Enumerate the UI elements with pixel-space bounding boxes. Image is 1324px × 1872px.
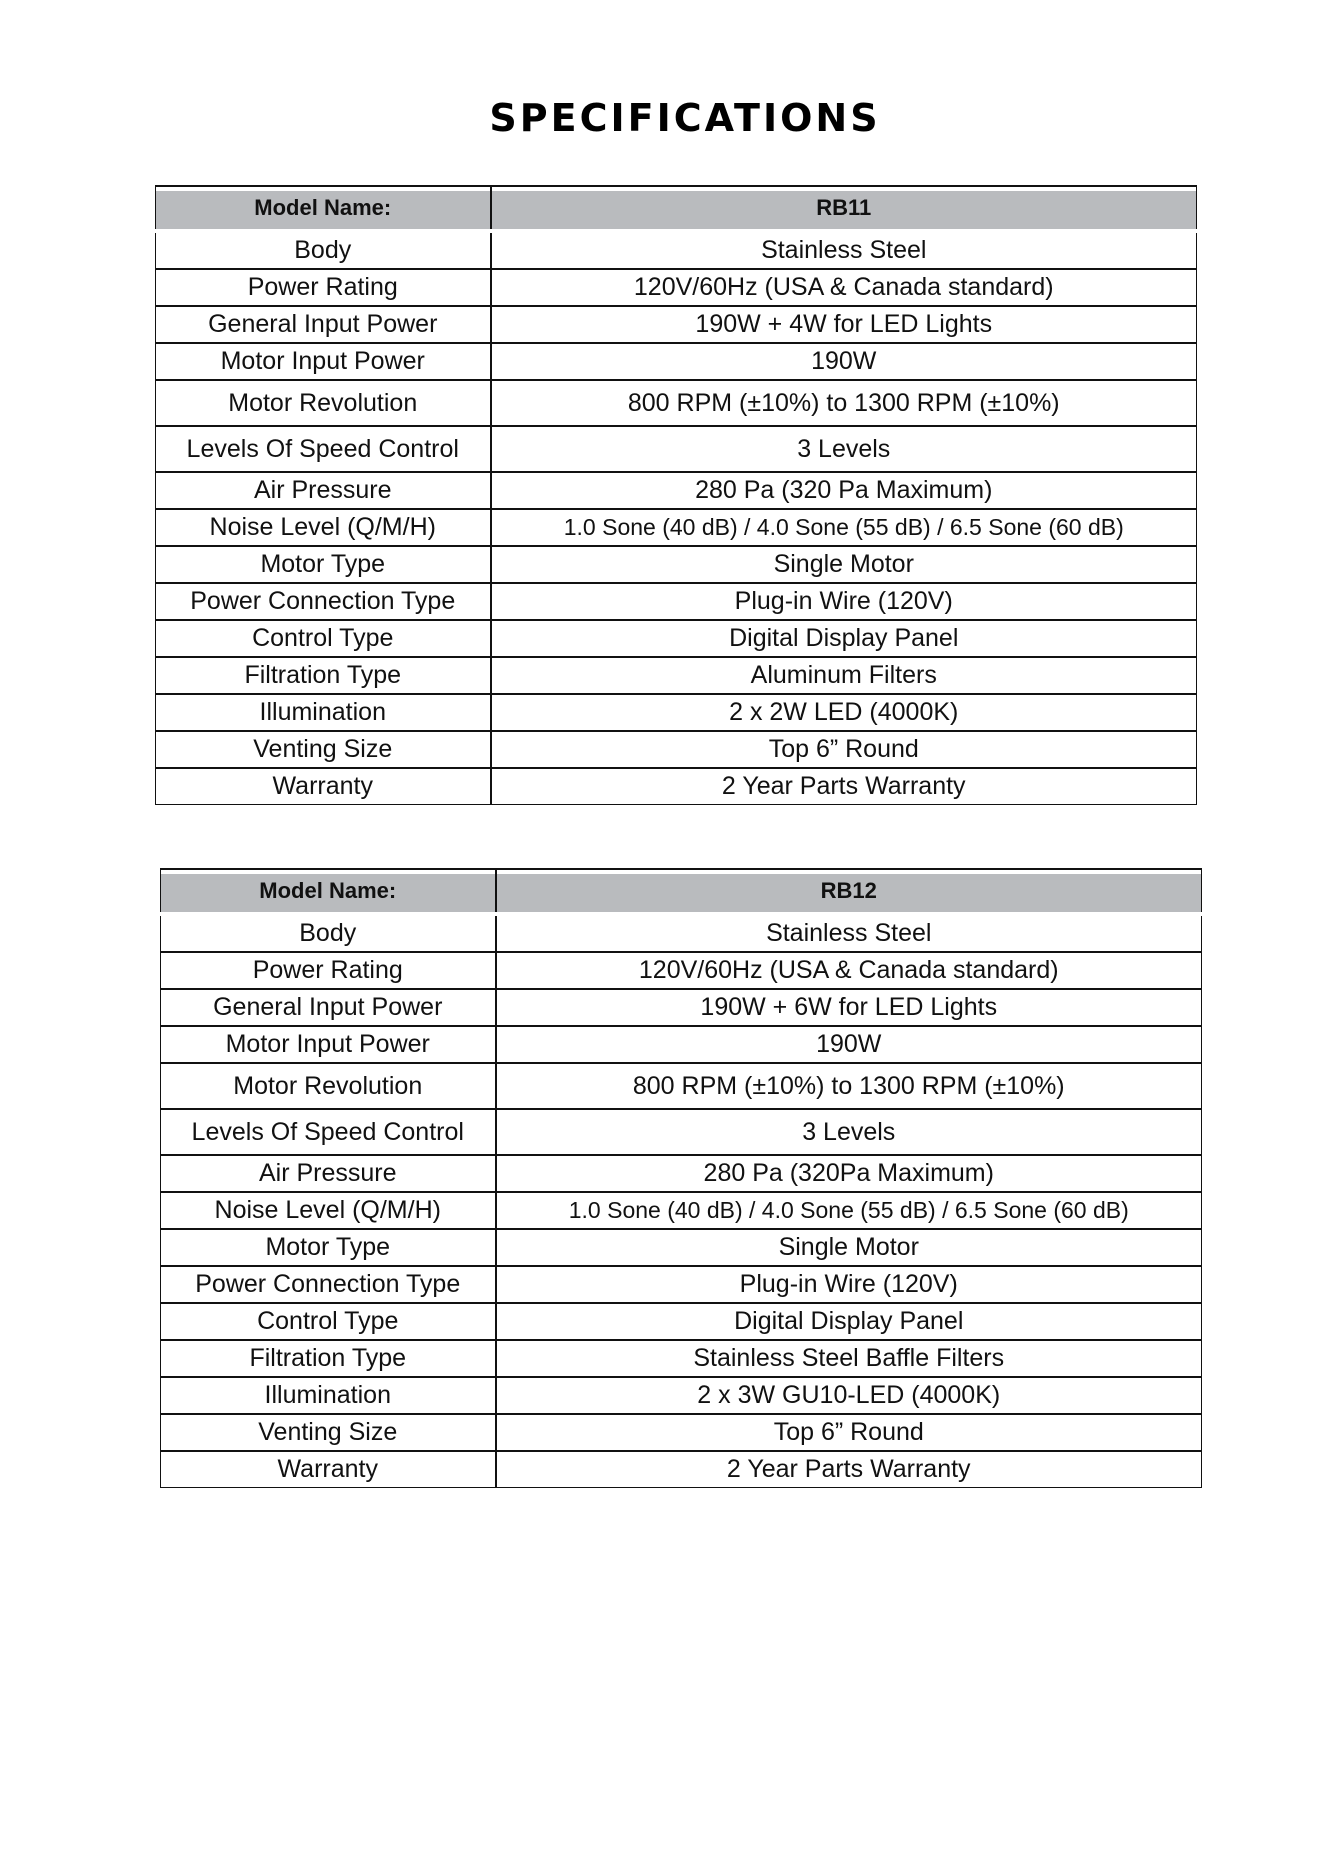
spec-label: Power Rating: [156, 269, 491, 306]
table-row: [161, 1026, 1202, 1063]
table-row: [156, 426, 1197, 472]
table-header-row: [156, 186, 1197, 231]
model-name-value: RB12: [496, 869, 1202, 914]
spec-label: Control Type: [156, 620, 491, 657]
spec-label: Body: [161, 914, 496, 952]
table-row: [156, 269, 1197, 306]
spec-value: 1.0 Sone (40 dB) / 4.0 Sone (55 dB) / 6.5 Sone (60 dB): [491, 509, 1197, 546]
table-row: [156, 731, 1197, 768]
spec-label: Filtration Type: [161, 1340, 496, 1377]
table-row: [156, 306, 1197, 343]
spec-value: Stainless Steel Baffle Filters: [496, 1340, 1202, 1377]
spec-value: 3 Levels: [496, 1109, 1202, 1155]
spec-label: Motor Input Power: [161, 1026, 496, 1063]
spec-value: 800 RPM (±10%) to 1300 RPM (±10%): [496, 1063, 1202, 1109]
spec-label: Motor Type: [156, 546, 491, 583]
spec-label: Control Type: [161, 1303, 496, 1340]
spec-value: Plug-in Wire (120V): [496, 1266, 1202, 1303]
table-row: [161, 1303, 1202, 1340]
spec-value: Stainless Steel: [496, 914, 1202, 952]
table-row: [161, 989, 1202, 1026]
spec-label: General Input Power: [156, 306, 491, 343]
spec-value: 2 Year Parts Warranty: [491, 768, 1197, 805]
table-row: [156, 620, 1197, 657]
spec-value: 190W + 4W for LED Lights: [491, 306, 1197, 343]
spec-label: Body: [156, 231, 491, 269]
spec-value: Top 6” Round: [491, 731, 1197, 768]
table-row: [161, 914, 1202, 952]
spec-value: 190W: [491, 343, 1197, 380]
table-row: [161, 1451, 1202, 1488]
spec-label: Air Pressure: [161, 1155, 496, 1192]
spec-label: Motor Input Power: [156, 343, 491, 380]
table-row: [161, 1414, 1202, 1451]
table-row: [156, 657, 1197, 694]
table-row: [161, 952, 1202, 989]
spec-value: Digital Display Panel: [496, 1303, 1202, 1340]
table-row: [161, 1229, 1202, 1266]
spec-value: 800 RPM (±10%) to 1300 RPM (±10%): [491, 380, 1197, 426]
spec-label: Venting Size: [161, 1414, 496, 1451]
table-row: [156, 768, 1197, 805]
spec-label: Filtration Type: [156, 657, 491, 694]
spec-label: Noise Level (Q/M/H): [156, 509, 491, 546]
spec-value: Plug-in Wire (120V): [491, 583, 1197, 620]
table-row: [156, 343, 1197, 380]
spec-table-rb12: [160, 868, 1202, 1488]
spec-label: Levels Of Speed Control: [156, 426, 491, 472]
spec-label: Warranty: [161, 1451, 496, 1488]
spec-value: 280 Pa (320 Pa Maximum): [491, 472, 1197, 509]
table-row: [161, 1266, 1202, 1303]
spec-value: Top 6” Round: [496, 1414, 1202, 1451]
spec-label: Warranty: [156, 768, 491, 805]
spec-label: Power Connection Type: [161, 1266, 496, 1303]
spec-label: Levels Of Speed Control: [161, 1109, 496, 1155]
spec-label: Illumination: [156, 694, 491, 731]
spec-label: Motor Type: [161, 1229, 496, 1266]
spec-value: 120V/60Hz (USA & Canada standard): [496, 952, 1202, 989]
table-row: [156, 583, 1197, 620]
spec-value: Single Motor: [496, 1229, 1202, 1266]
table-row: [161, 1377, 1202, 1414]
table-row: [156, 472, 1197, 509]
spec-label: Power Rating: [161, 952, 496, 989]
spec-value: Digital Display Panel: [491, 620, 1197, 657]
model-name-label: Model Name:: [161, 869, 496, 914]
spec-value: 280 Pa (320Pa Maximum): [496, 1155, 1202, 1192]
spec-label: Air Pressure: [156, 472, 491, 509]
spec-label: Noise Level (Q/M/H): [161, 1192, 496, 1229]
table-row: [161, 1155, 1202, 1192]
model-name-label: Model Name:: [156, 186, 491, 231]
table-row: [156, 231, 1197, 269]
table-row: [156, 546, 1197, 583]
spec-value: Aluminum Filters: [491, 657, 1197, 694]
spec-table-rb11: [155, 185, 1197, 805]
spec-value: Single Motor: [491, 546, 1197, 583]
spec-label: Power Connection Type: [156, 583, 491, 620]
table-row: [161, 1192, 1202, 1229]
table-row: [156, 509, 1197, 546]
table-row: [161, 1109, 1202, 1155]
spec-value: 190W: [496, 1026, 1202, 1063]
spec-value: 3 Levels: [491, 426, 1197, 472]
table-row: [156, 694, 1197, 731]
spec-value: 190W + 6W for LED Lights: [496, 989, 1202, 1026]
spec-label: Motor Revolution: [161, 1063, 496, 1109]
table-row: [156, 380, 1197, 426]
spec-value: 120V/60Hz (USA & Canada standard): [491, 269, 1197, 306]
table-row: [161, 1063, 1202, 1109]
page-title: SPECIFICATIONS: [489, 96, 881, 140]
spec-value: 2 Year Parts Warranty: [496, 1451, 1202, 1488]
model-name-value: RB11: [491, 186, 1197, 231]
spec-value: 2 x 3W GU10-LED (4000K): [496, 1377, 1202, 1414]
spec-value: 1.0 Sone (40 dB) / 4.0 Sone (55 dB) / 6.5 Sone (60 dB): [496, 1192, 1202, 1229]
table-header-row: [161, 869, 1202, 914]
spec-label: Illumination: [161, 1377, 496, 1414]
spec-value: 2 x 2W LED (4000K): [491, 694, 1197, 731]
spec-value: Stainless Steel: [491, 231, 1197, 269]
spec-label: General Input Power: [161, 989, 496, 1026]
spec-label: Venting Size: [156, 731, 491, 768]
table-row: [161, 1340, 1202, 1377]
spec-label: Motor Revolution: [156, 380, 491, 426]
